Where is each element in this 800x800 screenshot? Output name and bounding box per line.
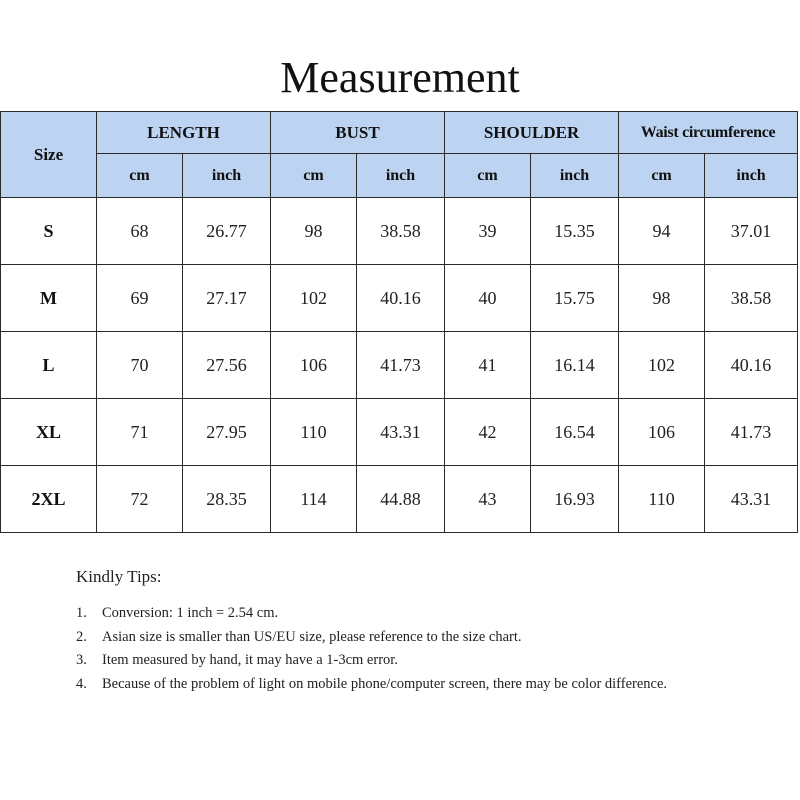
table-cell: 106 <box>271 332 357 399</box>
table-row <box>1 332 798 399</box>
page-title: Measurement <box>280 53 520 102</box>
table-cell: 38.58 <box>705 265 798 332</box>
table-cell: 26.77 <box>183 198 271 265</box>
tip-item <box>76 626 756 650</box>
table-cell: 98 <box>619 265 705 332</box>
unit-header: inch <box>531 154 619 198</box>
table-row <box>1 265 798 332</box>
table-cell: 102 <box>271 265 357 332</box>
table-cell: 110 <box>271 399 357 466</box>
size-cell: S <box>1 198 97 265</box>
table-row <box>1 198 798 265</box>
table-cell: 43.31 <box>705 466 798 533</box>
unit-header: cm <box>619 154 705 198</box>
size-cell: 2XL <box>1 466 97 533</box>
table-cell: 68 <box>97 198 183 265</box>
table-cell: 42 <box>445 399 531 466</box>
table-header-row-units <box>1 154 798 198</box>
table-cell: 40.16 <box>357 265 445 332</box>
bust-group-header: BUST <box>271 112 445 154</box>
table-row <box>1 466 798 533</box>
kindly-tips-section <box>76 566 756 696</box>
table-cell: 70 <box>97 332 183 399</box>
table-row <box>1 399 798 466</box>
table-cell: 40.16 <box>705 332 798 399</box>
table-cell: 41 <box>445 332 531 399</box>
table-cell: 16.54 <box>531 399 619 466</box>
tips-list <box>76 602 756 696</box>
table-cell: 38.58 <box>357 198 445 265</box>
table-header-row-groups <box>1 112 798 154</box>
table-cell: 102 <box>619 332 705 399</box>
table-cell: 40 <box>445 265 531 332</box>
unit-header: cm <box>445 154 531 198</box>
table-cell: 69 <box>97 265 183 332</box>
unit-header: inch <box>705 154 798 198</box>
tips-title: Kindly Tips: <box>76 567 162 586</box>
table-cell: 43.31 <box>357 399 445 466</box>
tip-number: 4. <box>76 675 87 692</box>
waist-group-header: Waist circumference <box>619 112 798 154</box>
unit-header: inch <box>183 154 271 198</box>
tip-number: 1. <box>76 605 87 621</box>
table-cell: 16.93 <box>531 466 619 533</box>
table-cell: 28.35 <box>183 466 271 533</box>
table-cell: 37.01 <box>705 198 798 265</box>
size-cell: XL <box>1 399 97 466</box>
size-chart-table <box>0 111 798 533</box>
table-cell: 114 <box>271 466 357 533</box>
tip-item <box>76 602 756 626</box>
table-cell: 98 <box>271 198 357 265</box>
tip-text: Because of the problem of light on mobile phone/computer screen, there may be color difference. <box>102 675 668 692</box>
table-cell: 27.17 <box>183 265 271 332</box>
unit-header: cm <box>271 154 357 198</box>
size-cell: L <box>1 332 97 399</box>
table-cell: 110 <box>619 466 705 533</box>
table-cell: 16.14 <box>531 332 619 399</box>
length-group-header: LENGTH <box>97 112 271 154</box>
tip-item <box>76 673 756 697</box>
unit-header: cm <box>97 154 183 198</box>
size-column-header: Size <box>1 112 97 198</box>
table-cell: 43 <box>445 466 531 533</box>
table-cell: 71 <box>97 399 183 466</box>
unit-header: inch <box>357 154 445 198</box>
table-cell: 27.95 <box>183 399 271 466</box>
table-cell: 72 <box>97 466 183 533</box>
table-cell: 44.88 <box>357 466 445 533</box>
table-cell: 15.35 <box>531 198 619 265</box>
size-cell: M <box>1 265 97 332</box>
tip-text: Item measured by hand, it may have a 1-3cm error. <box>102 652 398 668</box>
table-cell: 39 <box>445 198 531 265</box>
tip-text: Conversion: 1 inch = 2.54 cm. <box>102 605 279 621</box>
table-cell: 94 <box>619 198 705 265</box>
tip-number: 2. <box>76 628 87 645</box>
table-cell: 27.56 <box>183 332 271 399</box>
tip-text: Asian size is smaller than US/EU size, please reference to the size chart. <box>102 628 522 645</box>
shoulder-group-header: SHOULDER <box>445 112 619 154</box>
table-cell: 41.73 <box>357 332 445 399</box>
table-cell: 41.73 <box>705 399 798 466</box>
tip-number: 3. <box>76 652 87 668</box>
table-cell: 15.75 <box>531 265 619 332</box>
tip-item <box>76 649 756 673</box>
table-cell: 106 <box>619 399 705 466</box>
